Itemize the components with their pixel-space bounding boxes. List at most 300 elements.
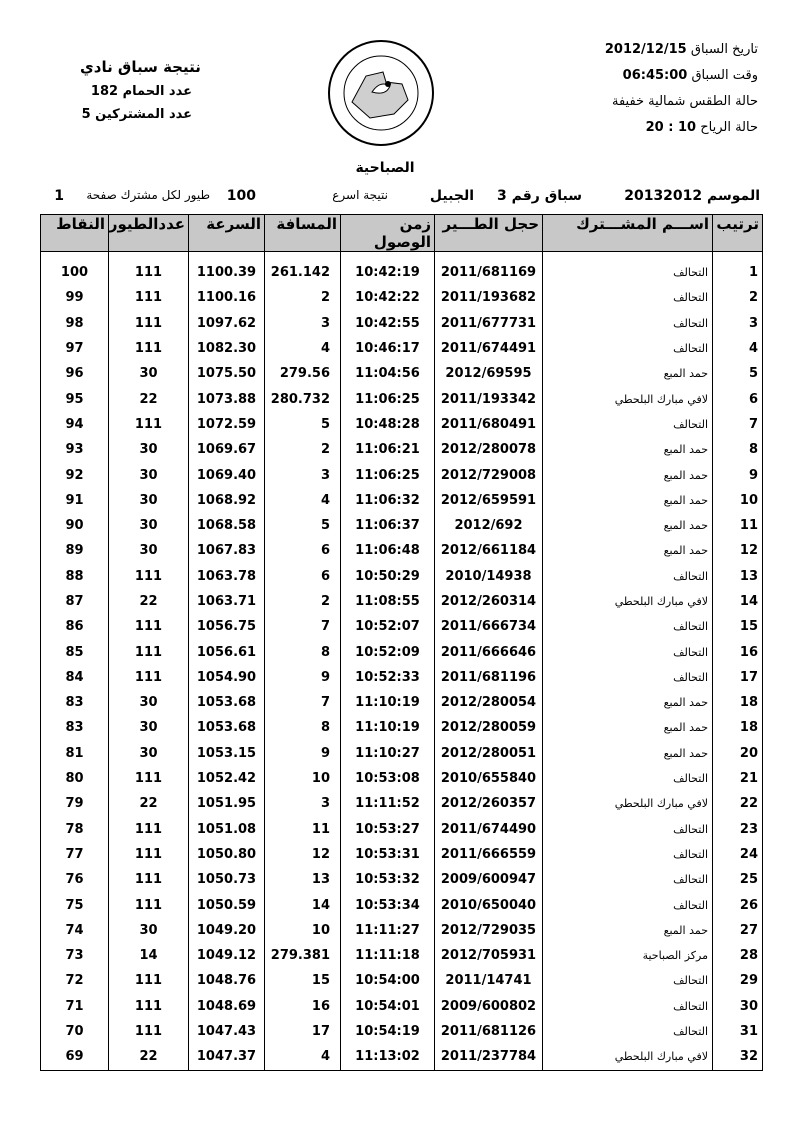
rank-cell: 7 (713, 412, 763, 437)
table-row (41, 665, 763, 690)
bird-count-cell: 14 (109, 943, 189, 968)
speed-cell: 1052.42 (189, 766, 265, 791)
points-cell: 75 (41, 892, 109, 917)
points-cell: 78 (41, 817, 109, 842)
ring-cell: 2011/674490 (435, 817, 543, 842)
arrival-cell: 11:08:55 (341, 589, 435, 614)
table-row (41, 1044, 763, 1070)
race-number: سباق رقم 3 (497, 188, 582, 204)
arrival-cell: 10:54:01 (341, 994, 435, 1019)
participant-cell: التحالف (543, 311, 713, 336)
points-cell: 90 (41, 513, 109, 538)
table-row (41, 867, 763, 892)
ring-cell: 2012/692 (435, 513, 543, 538)
col-points: النقاط (41, 215, 109, 252)
arrival-cell: 11:10:19 (341, 690, 435, 715)
rank-cell: 32 (713, 1044, 763, 1070)
speed-cell: 1068.92 (189, 488, 265, 513)
speed-cell: 1075.50 (189, 361, 265, 386)
points-cell: 72 (41, 968, 109, 993)
race-date: تاريخ السباق 2012/12/15 (604, 42, 758, 57)
participant-cell: التحالف (543, 817, 713, 842)
speed-cell: 1100.39 (189, 260, 265, 285)
speed-cell: 1053.15 (189, 741, 265, 766)
distance-cell: 4 (265, 488, 341, 513)
col-speed: السرعة (189, 215, 265, 252)
points-cell: 97 (41, 336, 109, 361)
rank-cell: 2 (713, 285, 763, 310)
col-distance: المسافة (265, 215, 341, 252)
arrival-cell: 10:50:29 (341, 564, 435, 589)
distance-cell: 8 (265, 639, 341, 664)
club-name: الصباحية (355, 160, 415, 176)
ring-cell: 2012/280051 (435, 741, 543, 766)
ring-cell: 2012/661184 (435, 538, 543, 563)
arrival-cell: 10:53:34 (341, 892, 435, 917)
bird-count-cell: 22 (109, 589, 189, 614)
bird-count-cell: 111 (109, 639, 189, 664)
rank-cell: 31 (713, 1019, 763, 1044)
speed-cell: 1047.43 (189, 1019, 265, 1044)
participant-cell: حمد المبع (543, 715, 713, 740)
bird-count-cell: 111 (109, 412, 189, 437)
bird-count-cell: 111 (109, 336, 189, 361)
speed-cell: 1073.88 (189, 386, 265, 411)
arrival-cell: 10:53:08 (341, 766, 435, 791)
arrival-cell: 11:10:19 (341, 715, 435, 740)
speed-cell: 1097.62 (189, 311, 265, 336)
participant-cell: التحالف (543, 412, 713, 437)
speed-cell: 1100.16 (189, 285, 265, 310)
rank-cell: 26 (713, 892, 763, 917)
col-arrival: زمن الوصول (341, 215, 435, 252)
table-header (41, 215, 763, 252)
distance-cell: 2 (265, 285, 341, 310)
speed-cell: 1054.90 (189, 665, 265, 690)
distance-cell: 279.56 (265, 361, 341, 386)
points-cell: 91 (41, 488, 109, 513)
speed-cell: 1053.68 (189, 715, 265, 740)
participant-cell: حمد المبع (543, 690, 713, 715)
ring-cell: 2011/681126 (435, 1019, 543, 1044)
distance-cell: 14 (265, 892, 341, 917)
bird-count-cell: 111 (109, 665, 189, 690)
distance-cell: 7 (265, 690, 341, 715)
distance-cell: 261.142 (265, 260, 341, 285)
weather: حالة الطقس شمالية خفيفة (611, 94, 758, 109)
results-body (41, 252, 763, 1071)
arrival-cell: 10:54:00 (341, 968, 435, 993)
ring-cell: 2010/14938 (435, 564, 543, 589)
table-row (41, 918, 763, 943)
distance-cell: 16 (265, 994, 341, 1019)
fastest-label: نتيجة اسرع (332, 188, 388, 202)
bird-count-cell: 22 (109, 791, 189, 816)
ring-cell: 2011/666646 (435, 639, 543, 664)
points-cell: 99 (41, 285, 109, 310)
rank-cell: 3 (713, 311, 763, 336)
ring-cell: 2012/69595 (435, 361, 543, 386)
arrival-cell: 11:11:52 (341, 791, 435, 816)
ring-cell: 2011/666734 (435, 614, 543, 639)
rank-cell: 18 (713, 715, 763, 740)
ring-cell: 2011/193682 (435, 285, 543, 310)
arrival-cell: 10:52:07 (341, 614, 435, 639)
table-row (41, 488, 763, 513)
pigeons-count: عدد الحمام 182 (90, 84, 192, 99)
participants-count: عدد المشتركين 5 (81, 107, 192, 122)
speed-cell: 1056.61 (189, 639, 265, 664)
rank-cell: 22 (713, 791, 763, 816)
distance-cell: 2 (265, 589, 341, 614)
arrival-cell: 10:53:27 (341, 817, 435, 842)
arrival-cell: 10:48:28 (341, 412, 435, 437)
arrival-cell: 10:46:17 (341, 336, 435, 361)
race-time: وقت السباق 06:45:00 (622, 68, 758, 83)
points-cell: 92 (41, 462, 109, 487)
points-cell: 70 (41, 1019, 109, 1044)
participant-cell: حمد المبع (543, 437, 713, 462)
table-row (41, 715, 763, 740)
speed-cell: 1050.73 (189, 867, 265, 892)
bird-count-cell: 30 (109, 437, 189, 462)
race-info (605, 42, 758, 146)
table-row (41, 690, 763, 715)
bird-count-cell: 111 (109, 285, 189, 310)
participant-cell: التحالف (543, 614, 713, 639)
arrival-cell: 11:06:25 (341, 386, 435, 411)
rank-cell: 18 (713, 690, 763, 715)
rank-cell: 11 (713, 513, 763, 538)
points-cell: 87 (41, 589, 109, 614)
race-location: الجبيل (429, 188, 474, 204)
participant-cell: التحالف (543, 1019, 713, 1044)
rank-cell: 6 (713, 386, 763, 411)
bird-count-cell: 111 (109, 614, 189, 639)
speed-cell: 1067.83 (189, 538, 265, 563)
bird-count-cell: 111 (109, 817, 189, 842)
speed-cell: 1069.67 (189, 437, 265, 462)
rank-cell: 1 (713, 260, 763, 285)
table-row (41, 361, 763, 386)
rank-cell: 17 (713, 665, 763, 690)
bird-count-cell: 30 (109, 918, 189, 943)
fastest-value: 100 (226, 188, 256, 204)
arrival-cell: 10:52:09 (341, 639, 435, 664)
participant-cell: التحالف (543, 665, 713, 690)
speed-cell: 1048.69 (189, 994, 265, 1019)
participant-cell: التحالف (543, 260, 713, 285)
distance-cell: 280.732 (265, 386, 341, 411)
points-cell: 93 (41, 437, 109, 462)
speed-cell: 1063.71 (189, 589, 265, 614)
distance-cell: 9 (265, 665, 341, 690)
ring-cell: 2012/280078 (435, 437, 543, 462)
distance-cell: 4 (265, 336, 341, 361)
participant-cell: لافي مبارك البلحطي (543, 1044, 713, 1070)
points-cell: 80 (41, 766, 109, 791)
speed-cell: 1050.59 (189, 892, 265, 917)
ring-cell: 2012/280059 (435, 715, 543, 740)
distance-cell: 13 (265, 867, 341, 892)
table-row (41, 564, 763, 589)
bird-count-cell: 111 (109, 1019, 189, 1044)
participant-cell: لافي مبارك البلحطي (543, 386, 713, 411)
season: الموسم 20132012 (624, 188, 760, 204)
ring-cell: 2011/680491 (435, 412, 543, 437)
col-bird-count: عددالطيور (109, 215, 189, 252)
participant-cell: التحالف (543, 968, 713, 993)
speed-cell: 1047.37 (189, 1044, 265, 1070)
ring-cell: 2010/650040 (435, 892, 543, 917)
participant-cell: لافي مبارك البلحطي (543, 589, 713, 614)
participant-cell: التحالف (543, 994, 713, 1019)
rank-cell: 20 (713, 741, 763, 766)
participant-cell: حمد المبع (543, 462, 713, 487)
distance-cell: 279.381 (265, 943, 341, 968)
arrival-cell: 11:06:48 (341, 538, 435, 563)
distance-cell: 4 (265, 1044, 341, 1070)
points-cell: 100 (41, 260, 109, 285)
bird-count-cell: 111 (109, 564, 189, 589)
bird-count-cell: 30 (109, 513, 189, 538)
distance-cell: 10 (265, 918, 341, 943)
bird-count-cell: 30 (109, 538, 189, 563)
table-row (41, 1019, 763, 1044)
arrival-cell: 11:06:37 (341, 513, 435, 538)
points-cell: 98 (41, 311, 109, 336)
participant-cell: مركز الصباحية (543, 943, 713, 968)
rank-cell: 23 (713, 817, 763, 842)
ring-cell: 2012/705931 (435, 943, 543, 968)
wind: حالة الرياح 10 : 20 (645, 120, 758, 135)
table-row (41, 538, 763, 563)
table-row (41, 766, 763, 791)
distance-cell: 6 (265, 538, 341, 563)
participant-cell: التحالف (543, 842, 713, 867)
distance-cell: 15 (265, 968, 341, 993)
distance-cell: 9 (265, 741, 341, 766)
distance-cell: 5 (265, 513, 341, 538)
ring-cell: 2012/260357 (435, 791, 543, 816)
bird-count-cell: 22 (109, 386, 189, 411)
arrival-cell: 11:10:27 (341, 741, 435, 766)
table-row (41, 943, 763, 968)
col-participant: اســـم المشـــترك (543, 215, 713, 252)
participant-cell: حمد المبع (543, 361, 713, 386)
points-cell: 85 (41, 639, 109, 664)
rank-cell: 13 (713, 564, 763, 589)
ring-cell: 2012/729035 (435, 918, 543, 943)
bird-count-cell: 111 (109, 892, 189, 917)
participant-cell: التحالف (543, 564, 713, 589)
table-row (41, 462, 763, 487)
distance-cell: 3 (265, 791, 341, 816)
rank-cell: 30 (713, 994, 763, 1019)
ring-cell: 2011/193342 (435, 386, 543, 411)
rank-cell: 24 (713, 842, 763, 867)
points-cell: 83 (41, 715, 109, 740)
table-row (41, 412, 763, 437)
ring-cell: 2011/14741 (435, 968, 543, 993)
distance-cell: 3 (265, 311, 341, 336)
arrival-cell: 11:06:21 (341, 437, 435, 462)
bird-count-cell: 111 (109, 968, 189, 993)
participant-cell: التحالف (543, 867, 713, 892)
arrival-cell: 11:06:32 (341, 488, 435, 513)
points-cell: 73 (41, 943, 109, 968)
participant-cell: التحالف (543, 892, 713, 917)
participant-cell: حمد المبع (543, 488, 713, 513)
points-cell: 96 (41, 361, 109, 386)
table-row (41, 817, 763, 842)
bird-count-cell: 111 (109, 842, 189, 867)
speed-cell: 1049.20 (189, 918, 265, 943)
rank-cell: 29 (713, 968, 763, 993)
rank-cell: 15 (713, 614, 763, 639)
arrival-cell: 10:42:19 (341, 260, 435, 285)
participant-cell: حمد المبع (543, 741, 713, 766)
table-row (41, 513, 763, 538)
speed-cell: 1051.08 (189, 817, 265, 842)
table-row (41, 589, 763, 614)
arrival-cell: 11:11:18 (341, 943, 435, 968)
arrival-cell: 10:53:32 (341, 867, 435, 892)
club-header (80, 58, 201, 122)
ring-cell: 2011/666559 (435, 842, 543, 867)
bird-count-cell: 111 (109, 867, 189, 892)
ring-cell: 2009/600802 (435, 994, 543, 1019)
col-ring: حجل الطـــير (435, 215, 543, 252)
table-row (41, 311, 763, 336)
participant-cell: التحالف (543, 639, 713, 664)
bird-count-cell: 111 (109, 766, 189, 791)
rank-cell: 10 (713, 488, 763, 513)
rank-cell: 5 (713, 361, 763, 386)
table-row (41, 285, 763, 310)
federation-logo (326, 38, 436, 148)
speed-cell: 1050.80 (189, 842, 265, 867)
distance-cell: 10 (265, 766, 341, 791)
arrival-cell: 10:53:31 (341, 842, 435, 867)
points-cell: 77 (41, 842, 109, 867)
rank-cell: 27 (713, 918, 763, 943)
table-row (41, 336, 763, 361)
bird-count-cell: 30 (109, 361, 189, 386)
speed-cell: 1051.95 (189, 791, 265, 816)
points-cell: 88 (41, 564, 109, 589)
table-row (41, 842, 763, 867)
table-row (41, 994, 763, 1019)
bird-count-cell: 22 (109, 1044, 189, 1070)
speed-cell: 1056.75 (189, 614, 265, 639)
ring-cell: 2011/674491 (435, 336, 543, 361)
arrival-cell: 11:06:25 (341, 462, 435, 487)
rank-cell: 28 (713, 943, 763, 968)
col-rank: ترتيب (713, 215, 763, 252)
table-row (41, 892, 763, 917)
points-cell: 84 (41, 665, 109, 690)
arrival-cell: 11:13:02 (341, 1044, 435, 1070)
participant-cell: التحالف (543, 336, 713, 361)
participant-cell: التحالف (543, 285, 713, 310)
participant-cell: حمد المبع (543, 538, 713, 563)
table-row (41, 437, 763, 462)
distance-cell: 11 (265, 817, 341, 842)
distance-cell: 2 (265, 437, 341, 462)
points-cell: 81 (41, 741, 109, 766)
rank-cell: 9 (713, 462, 763, 487)
points-cell: 83 (41, 690, 109, 715)
table-row (41, 639, 763, 664)
points-cell: 86 (41, 614, 109, 639)
bird-count-cell: 30 (109, 715, 189, 740)
ring-cell: 2012/729008 (435, 462, 543, 487)
points-cell: 89 (41, 538, 109, 563)
participant-cell: لافي مبارك البلحطي (543, 791, 713, 816)
table-row (41, 968, 763, 993)
table-row (41, 260, 763, 285)
bird-count-cell: 111 (109, 311, 189, 336)
rank-cell: 14 (713, 589, 763, 614)
bird-count-cell: 111 (109, 260, 189, 285)
points-cell: 71 (41, 994, 109, 1019)
bird-count-cell: 111 (109, 994, 189, 1019)
points-cell: 95 (41, 386, 109, 411)
distance-cell: 5 (265, 412, 341, 437)
rank-cell: 12 (713, 538, 763, 563)
rank-cell: 4 (713, 336, 763, 361)
participant-cell: حمد المبع (543, 918, 713, 943)
table-row (41, 386, 763, 411)
bird-count-cell: 30 (109, 690, 189, 715)
points-cell: 76 (41, 867, 109, 892)
participant-cell: حمد المبع (543, 513, 713, 538)
ring-cell: 2010/655840 (435, 766, 543, 791)
speed-cell: 1063.78 (189, 564, 265, 589)
distance-cell: 8 (265, 715, 341, 740)
ring-cell: 2012/659591 (435, 488, 543, 513)
arrival-cell: 10:54:19 (341, 1019, 435, 1044)
ring-cell: 2009/600947 (435, 867, 543, 892)
arrival-cell: 10:52:33 (341, 665, 435, 690)
distance-cell: 6 (265, 564, 341, 589)
ring-cell: 2012/260314 (435, 589, 543, 614)
arrival-cell: 11:11:27 (341, 918, 435, 943)
speed-cell: 1072.59 (189, 412, 265, 437)
rank-cell: 21 (713, 766, 763, 791)
rank-cell: 25 (713, 867, 763, 892)
ring-cell: 2011/237784 (435, 1044, 543, 1070)
ring-cell: 2011/677731 (435, 311, 543, 336)
arrival-cell: 10:42:55 (341, 311, 435, 336)
points-cell: 69 (41, 1044, 109, 1070)
per-page-label: طيور لكل مشترك صفحة (86, 188, 210, 202)
table-row (41, 791, 763, 816)
speed-cell: 1049.12 (189, 943, 265, 968)
distance-cell: 12 (265, 842, 341, 867)
arrival-cell: 11:04:56 (341, 361, 435, 386)
bird-count-cell: 30 (109, 462, 189, 487)
speed-cell: 1069.40 (189, 462, 265, 487)
points-cell: 94 (41, 412, 109, 437)
rank-cell: 8 (713, 437, 763, 462)
spacer-row (41, 252, 763, 261)
pigeon-logo-icon (326, 38, 436, 148)
speed-cell: 1048.76 (189, 968, 265, 993)
table-row (41, 741, 763, 766)
speed-cell: 1082.30 (189, 336, 265, 361)
